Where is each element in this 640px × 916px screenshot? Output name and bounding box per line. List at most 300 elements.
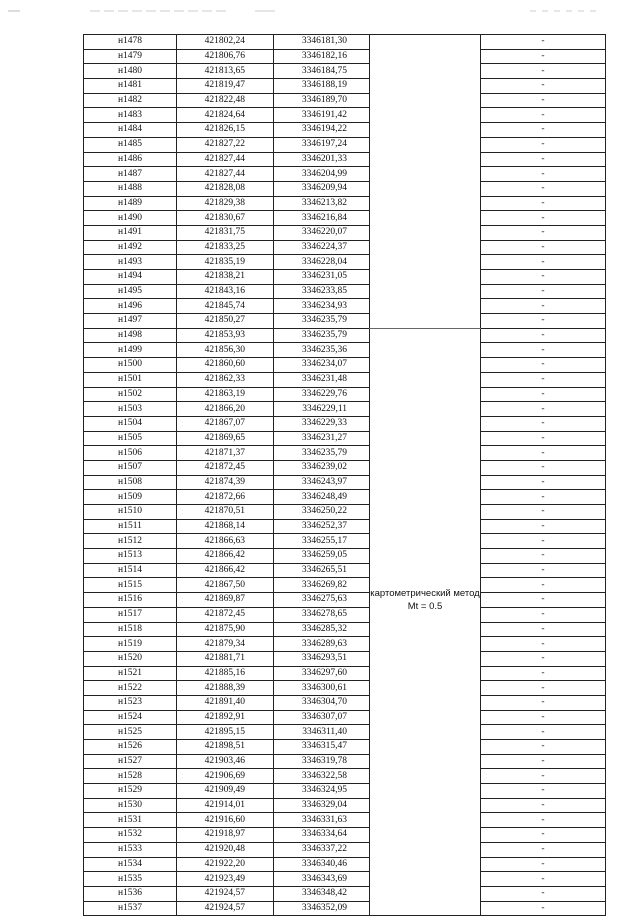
table-row <box>84 328 606 343</box>
coordinate-x: 421892,91 <box>177 710 274 725</box>
table-row <box>84 593 606 608</box>
accuracy-cell: - <box>481 299 606 314</box>
table-row <box>84 607 606 622</box>
table-row <box>84 475 606 490</box>
table-row <box>84 769 606 784</box>
accuracy-cell: - <box>481 769 606 784</box>
table-row <box>84 519 606 534</box>
point-name: н1492 <box>84 240 177 255</box>
point-name: н1487 <box>84 167 177 182</box>
coordinate-x: 421866,42 <box>177 563 274 578</box>
coordinate-y: 3346234,93 <box>274 299 370 314</box>
coordinate-y: 3346293,51 <box>274 651 370 666</box>
point-name: н1513 <box>84 549 177 564</box>
point-name: н1502 <box>84 387 177 402</box>
coordinate-y: 3346229,76 <box>274 387 370 402</box>
coordinate-x: 421874,39 <box>177 475 274 490</box>
table-row <box>84 137 606 152</box>
coordinate-y: 3346228,04 <box>274 255 370 270</box>
coordinate-y: 3346209,94 <box>274 181 370 196</box>
accuracy-cell: - <box>481 754 606 769</box>
coordinate-x: 421830,67 <box>177 211 274 226</box>
accuracy-cell: - <box>481 49 606 64</box>
table-row <box>84 490 606 505</box>
coordinate-y: 3346224,37 <box>274 240 370 255</box>
accuracy-cell: - <box>481 181 606 196</box>
table-row <box>84 225 606 240</box>
accuracy-cell: - <box>481 35 606 50</box>
table-row <box>84 740 606 755</box>
point-name: н1497 <box>84 314 177 329</box>
point-name: н1507 <box>84 460 177 475</box>
coordinate-y: 3346231,27 <box>274 431 370 446</box>
table-row <box>84 813 606 828</box>
table-row <box>84 446 606 461</box>
coordinate-x: 421827,44 <box>177 167 274 182</box>
point-name: н1533 <box>84 842 177 857</box>
accuracy-cell: - <box>481 372 606 387</box>
coordinate-y: 3346188,19 <box>274 79 370 94</box>
accuracy-cell: - <box>481 358 606 373</box>
coordinate-x: 421827,44 <box>177 152 274 167</box>
point-name: н1491 <box>84 225 177 240</box>
accuracy-cell: - <box>481 725 606 740</box>
coordinate-x: 421828,08 <box>177 181 274 196</box>
table-row <box>84 637 606 652</box>
point-name: н1485 <box>84 137 177 152</box>
point-name: н1519 <box>84 637 177 652</box>
coordinate-x: 421833,25 <box>177 240 274 255</box>
accuracy-cell: - <box>481 740 606 755</box>
coordinate-y: 3346213,82 <box>274 196 370 211</box>
point-name: н1501 <box>84 372 177 387</box>
point-name: н1526 <box>84 740 177 755</box>
accuracy-cell: - <box>481 872 606 887</box>
table-row <box>84 666 606 681</box>
accuracy-cell: - <box>481 637 606 652</box>
table-row <box>84 505 606 520</box>
coordinate-x: 421867,50 <box>177 578 274 593</box>
point-name: н1522 <box>84 681 177 696</box>
coordinate-y: 3346216,84 <box>274 211 370 226</box>
point-name: н1482 <box>84 93 177 108</box>
coordinate-x: 421866,63 <box>177 534 274 549</box>
point-name: н1531 <box>84 813 177 828</box>
table-row <box>84 534 606 549</box>
coordinate-x: 421867,07 <box>177 416 274 431</box>
table-row <box>84 402 606 417</box>
point-name: н1494 <box>84 270 177 285</box>
table-row <box>84 725 606 740</box>
coordinate-x: 421813,65 <box>177 64 274 79</box>
coordinate-y: 3346265,51 <box>274 563 370 578</box>
coordinate-x: 421826,15 <box>177 123 274 138</box>
point-name: н1510 <box>84 505 177 520</box>
table-row <box>84 255 606 270</box>
accuracy-cell: - <box>481 137 606 152</box>
table-row <box>84 240 606 255</box>
point-name: н1534 <box>84 857 177 872</box>
point-name: н1537 <box>84 901 177 916</box>
table-row <box>84 93 606 108</box>
table-row <box>84 857 606 872</box>
accuracy-cell: - <box>481 240 606 255</box>
table-row <box>84 211 606 226</box>
table-row <box>84 270 606 285</box>
point-name: н1517 <box>84 607 177 622</box>
table-row <box>84 314 606 329</box>
point-name: н1493 <box>84 255 177 270</box>
point-name: н1496 <box>84 299 177 314</box>
point-name: н1529 <box>84 784 177 799</box>
table-row <box>84 886 606 901</box>
coordinate-y: 3346182,16 <box>274 49 370 64</box>
coordinate-x: 421885,16 <box>177 666 274 681</box>
coordinate-y: 3346269,82 <box>274 578 370 593</box>
coordinate-y: 3346231,48 <box>274 372 370 387</box>
point-name: н1488 <box>84 181 177 196</box>
table-row <box>84 35 606 50</box>
table-row <box>84 578 606 593</box>
accuracy-cell: - <box>481 593 606 608</box>
coordinate-y: 3346259,05 <box>274 549 370 564</box>
coordinate-y: 3346204,99 <box>274 167 370 182</box>
point-name: н1508 <box>84 475 177 490</box>
coordinate-x: 421872,45 <box>177 607 274 622</box>
table-row <box>84 754 606 769</box>
point-name: н1520 <box>84 651 177 666</box>
accuracy-cell: - <box>481 798 606 813</box>
point-name: н1514 <box>84 563 177 578</box>
accuracy-cell: - <box>481 622 606 637</box>
point-name: н1498 <box>84 328 177 343</box>
point-name: н1521 <box>84 666 177 681</box>
point-name: н1516 <box>84 593 177 608</box>
table-row <box>84 299 606 314</box>
coordinate-x: 421853,93 <box>177 328 274 343</box>
accuracy-cell: - <box>481 446 606 461</box>
accuracy-cell: - <box>481 387 606 402</box>
table-row <box>84 372 606 387</box>
coordinate-y: 3346297,60 <box>274 666 370 681</box>
coordinate-y: 3346278,65 <box>274 607 370 622</box>
accuracy-cell: - <box>481 710 606 725</box>
coordinate-x: 421895,15 <box>177 725 274 740</box>
coordinate-x: 421914,01 <box>177 798 274 813</box>
coordinate-x: 421881,71 <box>177 651 274 666</box>
table-row <box>84 828 606 843</box>
point-name: н1500 <box>84 358 177 373</box>
point-name: н1499 <box>84 343 177 358</box>
accuracy-cell: - <box>481 607 606 622</box>
coordinate-y: 3346233,85 <box>274 284 370 299</box>
coordinate-y: 3346250,22 <box>274 505 370 520</box>
table-row <box>84 681 606 696</box>
table-row <box>84 416 606 431</box>
point-name: н1505 <box>84 431 177 446</box>
accuracy-cell: - <box>481 79 606 94</box>
table-row <box>84 343 606 358</box>
table-row <box>84 460 606 475</box>
accuracy-cell: - <box>481 519 606 534</box>
coordinate-x: 421802,24 <box>177 35 274 50</box>
method-cell: картометрический метод Mt = 0.5 <box>370 328 481 916</box>
accuracy-cell: - <box>481 857 606 872</box>
coordinate-y: 3346229,11 <box>274 402 370 417</box>
coordinate-y: 3346334,64 <box>274 828 370 843</box>
point-name: н1515 <box>84 578 177 593</box>
coordinate-y: 3346255,17 <box>274 534 370 549</box>
accuracy-cell: - <box>481 270 606 285</box>
coordinate-y: 3346243,97 <box>274 475 370 490</box>
coordinate-x: 421879,34 <box>177 637 274 652</box>
accuracy-cell: - <box>481 152 606 167</box>
table-row <box>84 167 606 182</box>
coordinate-y: 3346220,07 <box>274 225 370 240</box>
accuracy-cell: - <box>481 416 606 431</box>
table-row <box>84 622 606 637</box>
accuracy-cell: - <box>481 549 606 564</box>
table-row <box>84 798 606 813</box>
table-row <box>84 695 606 710</box>
accuracy-cell: - <box>481 314 606 329</box>
coordinate-x: 421888,39 <box>177 681 274 696</box>
coordinate-x: 421920,48 <box>177 842 274 857</box>
coordinate-x: 421923,49 <box>177 872 274 887</box>
coordinates-table-body <box>84 35 606 916</box>
coordinate-x: 421838,21 <box>177 270 274 285</box>
point-name: н1483 <box>84 108 177 123</box>
coordinate-x: 421924,57 <box>177 886 274 901</box>
coordinate-x: 421916,60 <box>177 813 274 828</box>
accuracy-cell: - <box>481 901 606 916</box>
table-row <box>84 79 606 94</box>
point-name: н1530 <box>84 798 177 813</box>
point-name: н1527 <box>84 754 177 769</box>
coordinate-x: 421898,51 <box>177 740 274 755</box>
table-row <box>84 108 606 123</box>
accuracy-cell: - <box>481 460 606 475</box>
table-row <box>84 64 606 79</box>
coordinate-y: 3346229,33 <box>274 416 370 431</box>
point-name: н1525 <box>84 725 177 740</box>
coordinate-x: 421827,22 <box>177 137 274 152</box>
point-name: н1536 <box>84 886 177 901</box>
coordinate-x: 421831,75 <box>177 225 274 240</box>
point-name: н1518 <box>84 622 177 637</box>
table-row <box>84 152 606 167</box>
accuracy-cell: - <box>481 167 606 182</box>
point-name: н1484 <box>84 123 177 138</box>
accuracy-cell: - <box>481 211 606 226</box>
point-name: н1486 <box>84 152 177 167</box>
accuracy-cell: - <box>481 328 606 343</box>
accuracy-cell: - <box>481 813 606 828</box>
table-row <box>84 358 606 373</box>
accuracy-cell: - <box>481 123 606 138</box>
point-name: н1489 <box>84 196 177 211</box>
coordinate-y: 3346315,47 <box>274 740 370 755</box>
point-name: н1479 <box>84 49 177 64</box>
point-name: н1504 <box>84 416 177 431</box>
coordinate-y: 3346234,07 <box>274 358 370 373</box>
accuracy-cell: - <box>481 343 606 358</box>
coordinate-y: 3346235,79 <box>274 328 370 343</box>
coordinate-y: 3346289,63 <box>274 637 370 652</box>
coordinate-x: 421924,57 <box>177 901 274 916</box>
point-name: н1524 <box>84 710 177 725</box>
coordinate-y: 3346235,36 <box>274 343 370 358</box>
point-name: н1495 <box>84 284 177 299</box>
point-name: н1509 <box>84 490 177 505</box>
coordinate-x: 421862,33 <box>177 372 274 387</box>
coordinate-x: 421866,42 <box>177 549 274 564</box>
accuracy-cell: - <box>481 225 606 240</box>
accuracy-cell: - <box>481 695 606 710</box>
method-cell-empty <box>370 35 481 329</box>
coordinate-x: 421870,51 <box>177 505 274 520</box>
coordinate-y: 3346231,05 <box>274 270 370 285</box>
accuracy-cell: - <box>481 666 606 681</box>
table-row <box>84 196 606 211</box>
coordinate-x: 421850,27 <box>177 314 274 329</box>
point-name: н1528 <box>84 769 177 784</box>
coordinate-y: 3346197,24 <box>274 137 370 152</box>
coordinate-y: 3346239,02 <box>274 460 370 475</box>
accuracy-cell: - <box>481 563 606 578</box>
table-row <box>84 431 606 446</box>
table-row <box>84 549 606 564</box>
coordinate-x: 421843,16 <box>177 284 274 299</box>
coordinate-x: 421806,76 <box>177 49 274 64</box>
accuracy-cell: - <box>481 886 606 901</box>
point-name: н1490 <box>84 211 177 226</box>
table-row <box>84 901 606 916</box>
accuracy-cell: - <box>481 255 606 270</box>
accuracy-cell: - <box>481 108 606 123</box>
accuracy-cell: - <box>481 284 606 299</box>
point-name: н1523 <box>84 695 177 710</box>
coordinate-x: 421891,40 <box>177 695 274 710</box>
table-row <box>84 284 606 299</box>
coordinate-y: 3346319,78 <box>274 754 370 769</box>
coordinate-y: 3346252,37 <box>274 519 370 534</box>
coordinate-x: 421866,20 <box>177 402 274 417</box>
coordinate-x: 421922,20 <box>177 857 274 872</box>
accuracy-cell: - <box>481 681 606 696</box>
coordinate-x: 421909,49 <box>177 784 274 799</box>
accuracy-cell: - <box>481 578 606 593</box>
coordinate-y: 3346181,30 <box>274 35 370 50</box>
point-name: н1511 <box>84 519 177 534</box>
coordinate-y: 3346285,32 <box>274 622 370 637</box>
point-name: н1478 <box>84 35 177 50</box>
coordinate-x: 421918,97 <box>177 828 274 843</box>
table-row <box>84 710 606 725</box>
coordinate-y: 3346343,69 <box>274 872 370 887</box>
coordinate-x: 421845,74 <box>177 299 274 314</box>
coordinate-y: 3346184,75 <box>274 64 370 79</box>
accuracy-cell: - <box>481 402 606 417</box>
coordinate-x: 421829,38 <box>177 196 274 211</box>
coordinate-y: 3346275,63 <box>274 593 370 608</box>
accuracy-cell: - <box>481 534 606 549</box>
coordinates-table <box>83 34 606 916</box>
coordinate-y: 3346311,40 <box>274 725 370 740</box>
point-name: н1503 <box>84 402 177 417</box>
table-row <box>84 49 606 64</box>
coordinate-y: 3346300,61 <box>274 681 370 696</box>
coordinate-y: 3346304,70 <box>274 695 370 710</box>
coordinate-y: 3346189,70 <box>274 93 370 108</box>
point-name: н1535 <box>84 872 177 887</box>
accuracy-cell: - <box>481 64 606 79</box>
coordinate-y: 3346348,42 <box>274 886 370 901</box>
coordinate-y: 3346235,79 <box>274 314 370 329</box>
table-row <box>84 784 606 799</box>
coordinate-x: 421863,19 <box>177 387 274 402</box>
coordinate-y: 3346329,04 <box>274 798 370 813</box>
point-name: н1532 <box>84 828 177 843</box>
table-row <box>84 387 606 402</box>
coordinate-x: 421819,47 <box>177 79 274 94</box>
table-row <box>84 563 606 578</box>
accuracy-cell: - <box>481 784 606 799</box>
accuracy-cell: - <box>481 842 606 857</box>
coordinate-y: 3346352,09 <box>274 901 370 916</box>
accuracy-cell: - <box>481 196 606 211</box>
coordinate-y: 3346201,33 <box>274 152 370 167</box>
coordinate-x: 421906,69 <box>177 769 274 784</box>
accuracy-cell: - <box>481 828 606 843</box>
table-row <box>84 651 606 666</box>
coordinate-y: 3346235,79 <box>274 446 370 461</box>
point-name: н1480 <box>84 64 177 79</box>
coordinate-x: 421875,90 <box>177 622 274 637</box>
coordinate-x: 421872,66 <box>177 490 274 505</box>
coordinate-x: 421822,48 <box>177 93 274 108</box>
table-row <box>84 842 606 857</box>
coordinate-x: 421868,14 <box>177 519 274 534</box>
coordinate-y: 3346324,95 <box>274 784 370 799</box>
point-name: н1506 <box>84 446 177 461</box>
point-name: н1512 <box>84 534 177 549</box>
accuracy-cell: - <box>481 651 606 666</box>
accuracy-cell: - <box>481 93 606 108</box>
coordinate-y: 3346322,58 <box>274 769 370 784</box>
point-name: н1481 <box>84 79 177 94</box>
coordinate-x: 421903,46 <box>177 754 274 769</box>
table-row <box>84 872 606 887</box>
accuracy-cell: - <box>481 490 606 505</box>
accuracy-cell: - <box>481 475 606 490</box>
coordinate-y: 3346331,63 <box>274 813 370 828</box>
table-row <box>84 181 606 196</box>
accuracy-cell: - <box>481 505 606 520</box>
coordinate-x: 421869,65 <box>177 431 274 446</box>
coordinate-y: 3346307,07 <box>274 710 370 725</box>
coordinate-y: 3346191,42 <box>274 108 370 123</box>
coordinate-y: 3346340,46 <box>274 857 370 872</box>
coordinate-x: 421871,37 <box>177 446 274 461</box>
coordinate-x: 421856,30 <box>177 343 274 358</box>
coordinate-x: 421860,60 <box>177 358 274 373</box>
coordinate-y: 3346248,49 <box>274 490 370 505</box>
coordinate-x: 421824,64 <box>177 108 274 123</box>
accuracy-cell: - <box>481 431 606 446</box>
coordinate-x: 421869,87 <box>177 593 274 608</box>
scan-header-marks <box>0 8 640 14</box>
